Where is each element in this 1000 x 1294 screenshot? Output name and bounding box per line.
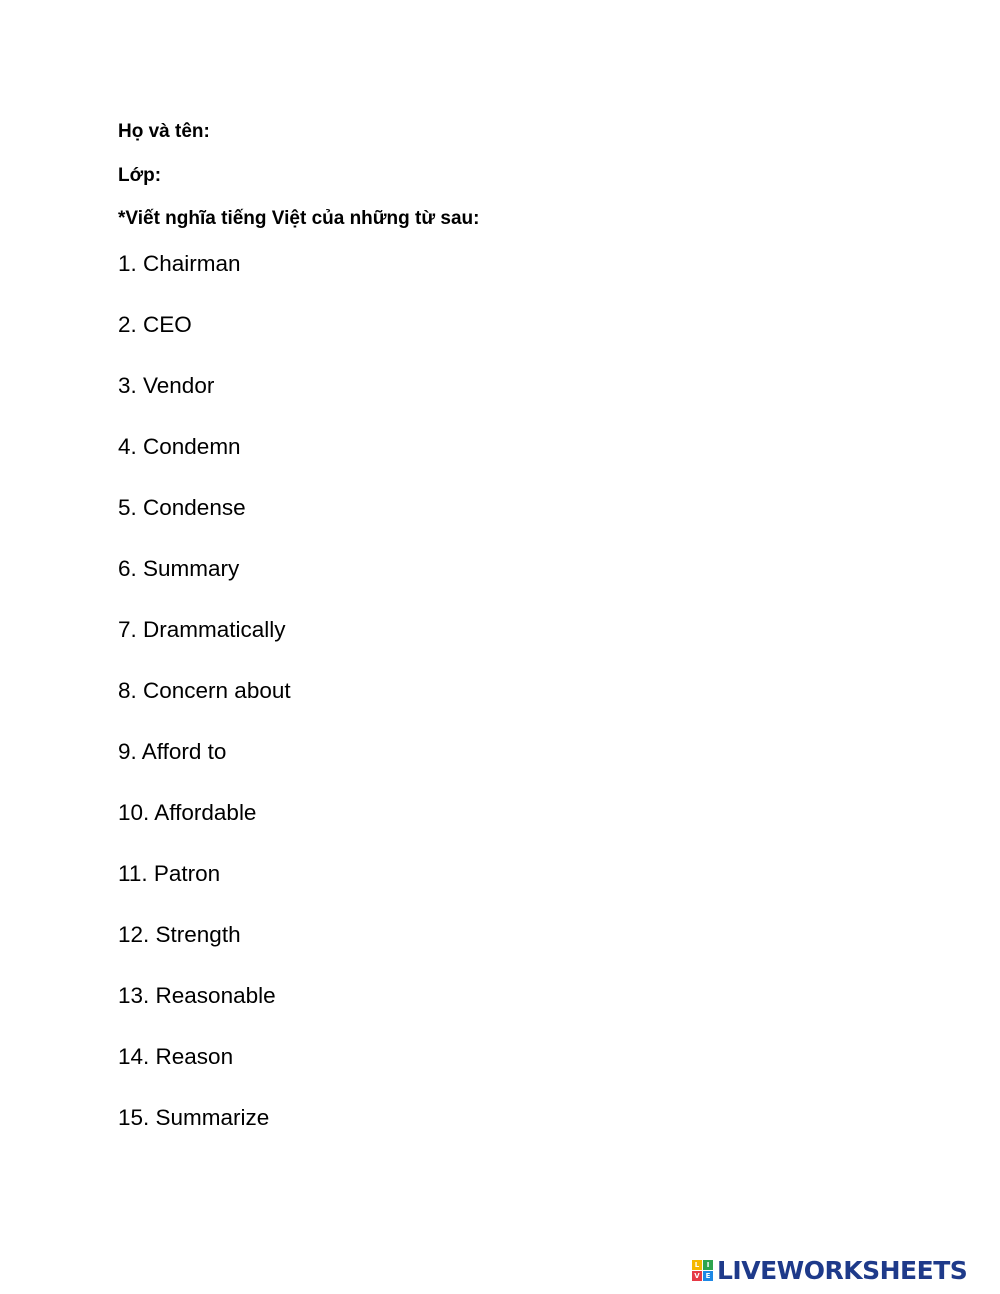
vocabulary-item: 10. Affordable (118, 800, 257, 825)
vocabulary-item: 12. Strength (118, 922, 241, 947)
logo-mark-letter: I (703, 1260, 713, 1270)
logo-mark-letter: V (692, 1271, 702, 1281)
vocabulary-item: 6. Summary (118, 556, 240, 581)
logo-text: LIVEWORKSHEETS (717, 1255, 968, 1285)
logo-mark-letter: E (703, 1271, 713, 1281)
liveworksheets-logo (692, 1254, 967, 1286)
vocabulary-item: 8. Concern about (118, 678, 291, 703)
vocabulary-item: 9. Afford to (118, 739, 227, 764)
vocabulary-item: 11. Patron (118, 861, 221, 886)
logo-mark-letter: L (692, 1260, 702, 1270)
vocabulary-item: 13. Reasonable (118, 983, 276, 1008)
class-label: Lớp: (118, 165, 162, 186)
vocabulary-list (118, 249, 291, 1164)
logo-mark-icon (692, 1260, 713, 1281)
vocabulary-item: 1. Chairman (118, 251, 241, 276)
vocabulary-item: 3. Vendor (118, 373, 215, 398)
vocabulary-item: 4. Condemn (118, 434, 241, 459)
vocabulary-item: 7. Drammatically (118, 617, 286, 642)
vocabulary-item: 14. Reason (118, 1044, 234, 1069)
vocabulary-item: 5. Condense (118, 495, 246, 520)
vocabulary-item: 2. CEO (118, 312, 192, 337)
name-label: Họ và tên: (118, 121, 210, 142)
vocabulary-item: 15. Summarize (118, 1105, 270, 1130)
instruction-text: *Viết nghĩa tiếng Việt của những từ sau: (118, 208, 480, 229)
